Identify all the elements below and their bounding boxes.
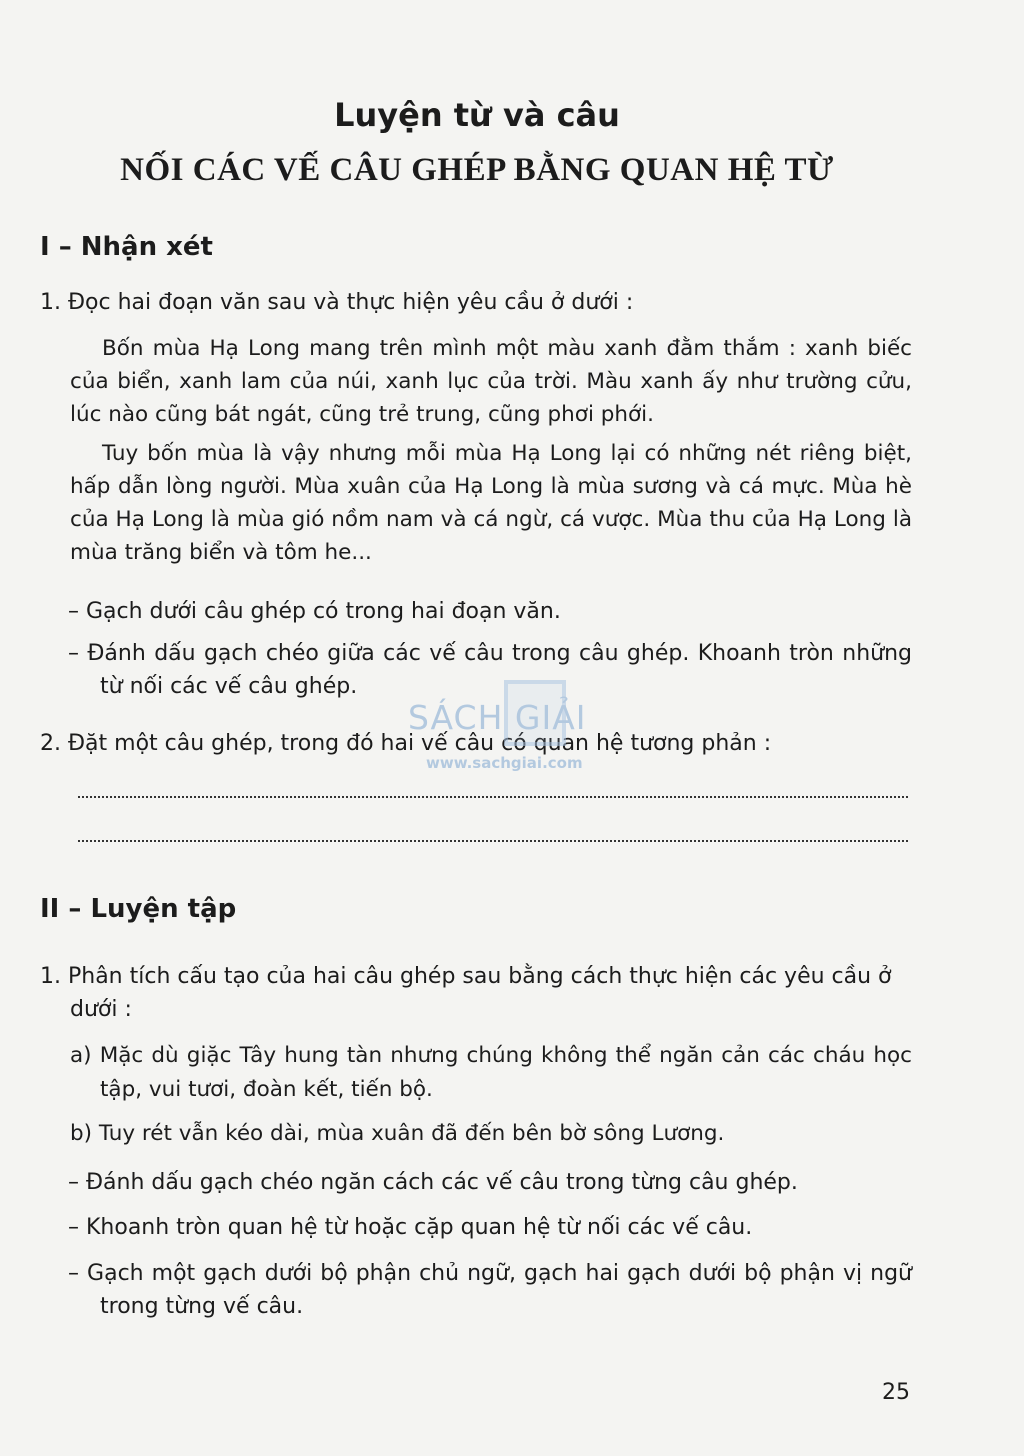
question-1: 1. Đọc hai đoạn văn sau và thực hiện yêu cầu ở dưới : [40, 290, 634, 315]
section-heading-luyen-tap: II – Luyện tập [40, 894, 237, 924]
watermark-text: SÁCH GIẢI [408, 698, 587, 737]
exercise-1-text: 1. Phân tích cấu tạo của hai câu ghép sau bằng cách thực hiện các yêu cầu ở dưới : [40, 964, 892, 1022]
sentence-a: a) Mặc dù giặc Tây hung tàn nhưng chúng không thể ngăn cản các cháu học tập, vui tươi, đoàn kết, tiến bộ. [70, 1043, 912, 1102]
exercise-task: – Khoanh tròn quan hệ từ hoặc cặp quan hệ từ nối các vế câu. [68, 1215, 753, 1240]
task-item: – Đánh dấu gạch chéo giữa các vế câu trong câu ghép. Khoanh tròn những từ nối các vế câu ghép. [68, 641, 912, 699]
answer-line[interactable] [78, 796, 908, 798]
exercise-task: – Gạch một gạch dưới bộ phận chủ ngữ, gạch hai gạch dưới bộ phận vị ngữ trong từng vế câu. [68, 1261, 912, 1319]
page-number: 25 [882, 1380, 910, 1405]
sentence-b: b) Tuy rét vẫn kéo dài, mùa xuân đã đến bên bờ sông Lương. [70, 1121, 725, 1146]
exercise-task: – Đánh dấu gạch chéo ngăn cách các vế câu trong từng câu ghép. [68, 1170, 798, 1195]
watermark-logo [408, 680, 618, 780]
task-item: – Gạch dưới câu ghép có trong hai đoạn văn. [68, 599, 561, 624]
lesson-title: NỐI CÁC VẾ CÂU GHÉP BẰNG QUAN HỆ TỪ [120, 152, 834, 188]
watermark-url: www.sachgiai.com [426, 754, 583, 772]
question-2: 2. Đặt một câu ghép, trong đó hai vế câu có quan hệ tương phản : [40, 731, 772, 756]
passage-paragraph-1: Bốn mùa Hạ Long mang trên mình một màu xanh đằm thắm : xanh biếc của biển, xanh lam của núi, xanh lục của trời. Màu xanh ấy như trường cửu, lúc nào cũng bát ngát, cũng trẻ trung, cũng phơi phới. [70, 336, 912, 427]
answer-line[interactable] [78, 840, 908, 842]
section-heading-nhan-xet: I – Nhận xét [40, 232, 213, 262]
exercise-1 [40, 960, 910, 1026]
passage-paragraph-2: Tuy bốn mùa là vậy nhưng mỗi mùa Hạ Long lại có những nét riêng biệt, hấp dẫn lòng người. Mùa xuân của Hạ Long là mùa sương và cá mực. Mùa hè của Hạ Long là mùa gió nồm nam và cá ngừ, cá vược. Mùa thu của Hạ Long là mùa trăng biển và tôm he... [70, 441, 912, 565]
subject-title: Luyện từ và câu [334, 96, 620, 134]
